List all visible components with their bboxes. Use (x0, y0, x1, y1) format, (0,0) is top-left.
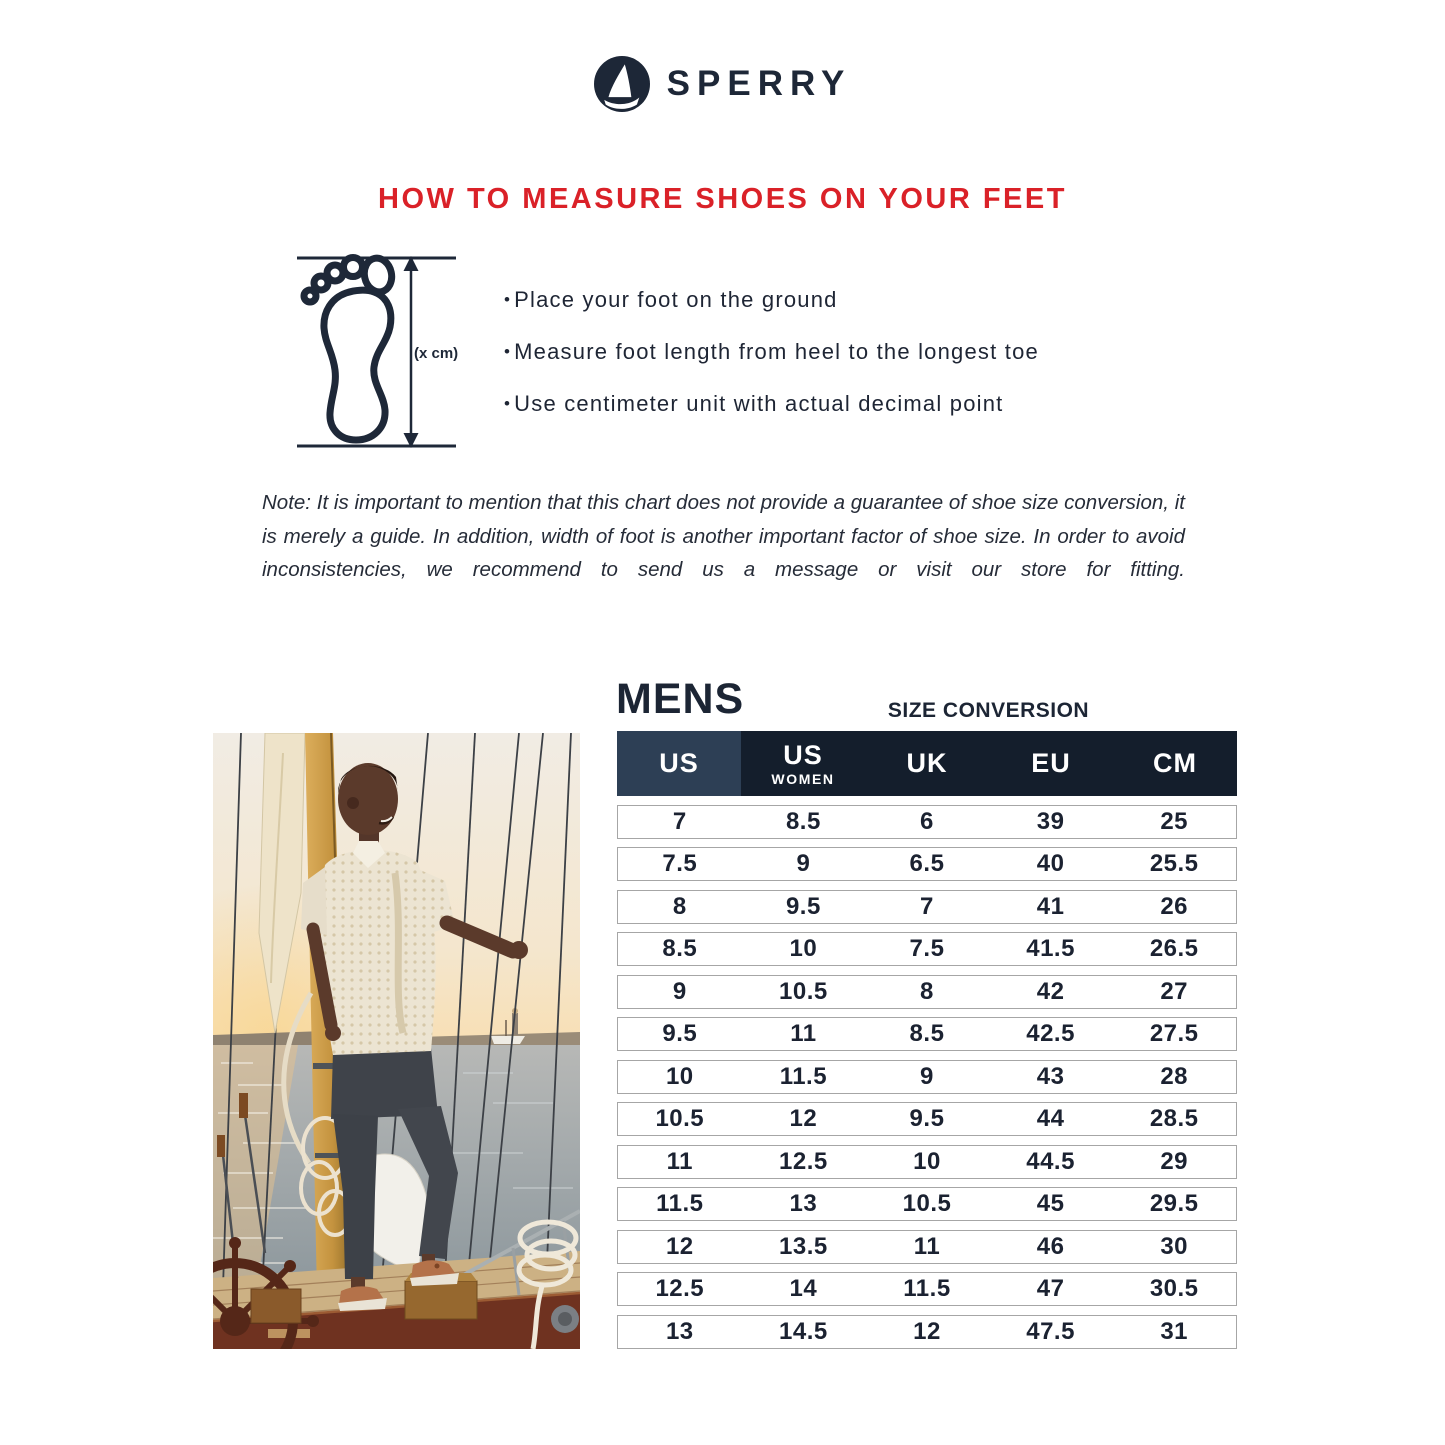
table-cell: 9.5 (785, 892, 821, 920)
footprint-measure-icon (296, 248, 464, 456)
table-row (617, 1315, 1237, 1349)
measure-label: (x cm) (414, 345, 459, 362)
table-cell: 44 (1036, 1105, 1065, 1132)
table-cell: 9 (796, 850, 811, 877)
table-row (617, 932, 1237, 966)
table-cell: 26.5 (1149, 935, 1199, 962)
table-cell: 31 (1160, 1317, 1189, 1345)
table-row (617, 847, 1237, 881)
table-cell: 25.5 (1149, 850, 1199, 877)
table-cell: 11.5 (903, 1275, 951, 1302)
table-cell: 28.5 (1149, 1105, 1199, 1132)
note-text: Note: It is important to mention that this chart does not provide a guarantee of shoe size conversion, it is merely a guide. In addition, width of foot is another important factor of shoe size. In order to avoid inconsistencies, we recommend to send us a message or visit our store for fitting. (262, 491, 1185, 581)
table-cell: 9.5 (662, 1020, 698, 1047)
table-cell: 10 (665, 1062, 694, 1090)
page-title: HOW TO MEASURE SHOES ON YOUR FEET (378, 183, 1067, 215)
table-cell: 25 (1160, 807, 1189, 835)
instruction-item: • Use centimeter unit with actual decimal point (504, 390, 1039, 420)
brand-header (0, 56, 1445, 112)
table-cell: 41 (1036, 892, 1065, 920)
header-cell-uk: UK (906, 748, 948, 778)
table-cell: 42.5 (1026, 1020, 1075, 1047)
table-cell: 12 (913, 1317, 941, 1345)
table-cell: 46 (1036, 1232, 1065, 1260)
table-cell: 41.5 (1026, 935, 1075, 962)
brand-name: SPERRY (666, 64, 852, 103)
table-cell: 6 (920, 807, 934, 835)
section-title-mens: MENS (616, 675, 745, 723)
table-cell: 14 (789, 1275, 818, 1302)
table-cell: 7.5 (909, 935, 945, 962)
table-cell: 27 (1160, 977, 1189, 1005)
table-cell: 8 (672, 892, 687, 920)
table-cell: 40 (1036, 850, 1065, 877)
table-cell: 11 (913, 1232, 941, 1260)
table-cell: 10.5 (655, 1105, 705, 1132)
table-cell: 45 (1036, 1190, 1065, 1217)
table-cell: 8.5 (785, 807, 821, 835)
header-cell-us: US (617, 731, 741, 796)
table-cell: 12.5 (779, 1147, 828, 1175)
table-cell: 26 (1160, 892, 1189, 920)
table-cell: 7.5 (662, 850, 698, 877)
table-cell: 39 (1036, 807, 1065, 835)
table-cell: 28 (1160, 1062, 1189, 1090)
table-cell: 29 (1160, 1147, 1189, 1175)
table-cell: 9 (920, 1062, 934, 1090)
table-header-row (617, 731, 1237, 796)
table-row (617, 1145, 1237, 1179)
table-cell: 10 (913, 1147, 941, 1175)
table-cell: 30.5 (1149, 1275, 1199, 1302)
header-cell-us-women: US WOMEN (771, 739, 835, 787)
table-row (617, 1060, 1237, 1094)
table-cell: 12 (665, 1232, 694, 1260)
table-cell: 42 (1036, 977, 1065, 1005)
table-row (617, 975, 1237, 1009)
table-row (617, 1017, 1237, 1051)
foot-measurement-diagram (296, 248, 464, 456)
table-cell: 8.5 (909, 1020, 945, 1047)
instruction-item: • Place your foot on the ground (504, 286, 1039, 316)
table-cell: 11.5 (656, 1190, 704, 1217)
lifestyle-photo (213, 733, 580, 1349)
table-cell: 9.5 (909, 1105, 945, 1132)
table-row (617, 805, 1237, 839)
table-cell: 11.5 (779, 1062, 828, 1090)
table-cell: 30 (1160, 1232, 1189, 1260)
table-cell: 13.5 (779, 1232, 828, 1260)
table-cell: 11 (790, 1020, 817, 1047)
table-cell: 7 (920, 892, 934, 920)
sperry-sailboat-logo-icon (594, 56, 650, 112)
table-cell: 8 (920, 977, 934, 1005)
footprint-outline (304, 256, 395, 440)
instruction-list (504, 286, 1039, 442)
table-cell: 9 (672, 977, 687, 1005)
table-row (617, 1272, 1237, 1306)
table-cell: 10.5 (902, 1190, 952, 1217)
table-cell: 29.5 (1149, 1190, 1199, 1217)
header-cell-cm: CM (1153, 748, 1197, 778)
deck-crate (251, 1289, 301, 1323)
size-conversion-table (617, 731, 1237, 1349)
table-cell: 47.5 (1026, 1317, 1075, 1345)
table-cell: 13 (789, 1190, 818, 1217)
table-cell: 14.5 (779, 1317, 828, 1345)
table-row (617, 1230, 1237, 1264)
table-row (617, 1187, 1237, 1221)
table-cell: 7 (672, 807, 687, 835)
table-cell: 6.5 (909, 850, 945, 877)
table-subtitle: SIZE CONVERSION (887, 699, 1090, 722)
table-cell: 11 (666, 1147, 693, 1175)
table-row (617, 1102, 1237, 1136)
instruction-item: • Measure foot length from heel to the longest toe (504, 338, 1039, 368)
table-cell: 43 (1036, 1062, 1065, 1090)
table-cell: 10.5 (779, 977, 828, 1005)
table-cell: 8.5 (662, 935, 698, 962)
table-body (617, 805, 1237, 1349)
table-cell: 13 (665, 1317, 694, 1345)
header-cell-eu: EU (1031, 748, 1071, 778)
table-cell: 27.5 (1149, 1020, 1199, 1047)
table-cell: 12 (789, 1105, 818, 1132)
table-cell: 12.5 (655, 1275, 705, 1302)
table-row (617, 890, 1237, 924)
table-cell: 10 (789, 935, 818, 962)
table-cell: 44.5 (1026, 1147, 1075, 1175)
table-cell: 47 (1036, 1275, 1065, 1302)
